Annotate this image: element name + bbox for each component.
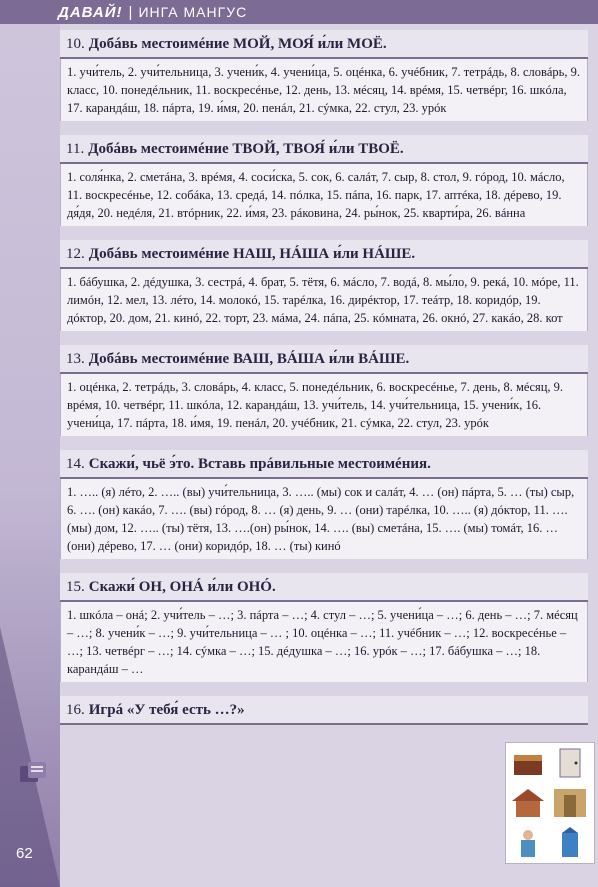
exercise-number: 14. [66,456,85,472]
exercise-13 [60,345,588,436]
exercise-body: 1. учи́тель, 2. учи́тельница, 3. учени́к, 4. учени́ца, 5. оцéнка, 6. учéбник, 7. тетрáдь, 8. словáрь, 9. класс, 10. понедéльник, 11. воскресéнье, 12. день, 13. мéсяц, 14. врéмя, 15. четвéрг, 16. шкóла, 17. карандáш, 18. пáрта, 19. и́мя, 20. пенáл, 21. сýмка, 22. стул, 23. урóк [60,59,588,121]
exercise-title [60,573,588,602]
exercise-number: 12. [66,246,85,262]
exercise-body: 1. оцéнка, 2. тетрáдь, 3. словáрь, 4. класс, 5. понедéльник, 6. воскресéнье, 7. день, 8. мéсяц, 9. врéмя, 10. четвéрг, 11. шкóла, 12. карандáш, 13. учи́тель, 14. учи́тельница, 15. учени́к, 16. учени́ца, 17. пáрта, 18. и́мя, 19. пенáл, 20. учéбник, 21. сýмка, 22. стул, 23. урóк [60,374,588,436]
exercise-title [60,135,588,164]
exercise-title [60,450,588,479]
exercise-title-text: Скажи́ ОН, ОНÁ и́ли ОНÓ. [88,579,276,595]
brand-title: ДАВАЙ! [58,3,123,21]
doctor-icon [510,827,546,859]
exercise-title [60,696,588,725]
book-icon [18,760,48,786]
exercise-title-text: Скажи́, чьё э́то. Вставь прáвильные местоимéния. [88,456,431,472]
exercise-14 [60,450,588,559]
exercise-body: 1. шкóла – онá; 2. учи́тель – …; 3. пáрта – …; 4. стул – …; 5. учени́ца – …; 6. день – …; 7. мéсяц – …; 8. учени́к – …; 9. учи́тельница – … ; 10. оцéнка – …; 11. учéбник – …; 12. воскресéнье – …; 13. четвéрг – …; 14. сýмка – …; 15. дéдушка – …; 16. урóк – …; 17. бáбушка – …; 18. карандáш – … [60,602,588,682]
exercise-title [60,345,588,374]
exercise-16 [60,696,588,725]
exercise-12 [60,240,588,331]
room-icon [552,787,588,819]
exercise-title [60,240,588,269]
house-icon [510,787,546,819]
exercise-11 [60,135,588,226]
author-name: ИНГА МАНГУС [138,4,248,20]
door-icon [552,747,588,779]
header-separator: | [128,3,133,21]
exercise-title-text: Игрá «У тебя́ есть …?» [88,702,245,718]
exercise-10 [60,30,588,121]
game-pictures [505,742,595,864]
milk-carton-icon [552,827,588,859]
exercise-title [60,30,588,59]
exercise-title-text: Добáвь местоимéние НАШ, НÁША и́ли НÁШЕ. [88,246,416,262]
exercise-number: 13. [66,351,85,367]
header-bar [0,0,598,24]
exercise-body: 1. соля́нка, 2. сметáна, 3. врéмя, 4. соси́ска, 5. сок, 6. салáт, 7. сыр, 8. стол, 9. гóрод, 10. мáсло, 11. воскресéнье, 12. собáка, 13. средá, 14. пóлка, 15. пáпа, 16. парк, 17. аптéка, 18. дéрево, 19. дя́дя, 20. недéля, 21. втóрник, 22. и́мя, 23. рáковина, 24. ры́нок, 25. кварти́ра, 26. вáнна [60,164,588,226]
exercise-list [60,30,588,739]
exercise-title-text: Добáвь местоимéние МОЙ, МОЯ́ и́ли МОЁ. [88,36,387,52]
exercise-15 [60,573,588,682]
exercise-number: 10. [66,36,85,52]
exercise-title-text: Добáвь местоимéние ТВОЙ, ТВОЯ́ и́ли ТВОЁ. [88,141,404,157]
cake-icon [510,747,546,779]
exercise-number: 16. [66,702,85,718]
exercise-body: 1. ….. (я) лéто, 2. ….. (вы) учи́тельница, 3. ….. (мы) сок и салáт, 4. … (он) пáрта, 5. … (ты) сыр, 6. …. (он) какáо, 7. …. (вы) гóрод, 8. … (я) день, 9. … (они) тарéлка, 10. ….. (я) дóктор, 11. …. (мы) дом, 12. ….. (ты) тётя, 13. ….(он) ры́нок, 14. …. (вы) сметáна, 15. …. (мы) томáт, 16. … (они) дéрево, 17. … (они) коридóр, 18. … (ты) кинó [60,479,588,559]
page-number: 62 [16,845,33,862]
exercise-number: 11. [66,141,85,157]
exercise-body: 1. бáбушка, 2. дéдушка, 3. сестрá, 4. брат, 5. тётя, 6. мáсло, 7. водá, 8. мы́ло, 9. рекá, 10. мóре, 11. лимóн, 12. мел, 13. лéто, 14. молокó, 15. тарéлка, 16. дирéктор, 17. теáтр, 18. коридóр, 19. дóктор, 20. дом, 21. кинó, 22. торт, 23. мáма, 24. пáпа, 25. кóмната, 26. окнó, 27. какáо, 28. кот [60,269,588,331]
exercise-number: 15. [66,579,85,595]
exercise-title-text: Добáвь местоимéние ВАШ, ВÁША и́ли ВÁШЕ. [88,351,410,367]
